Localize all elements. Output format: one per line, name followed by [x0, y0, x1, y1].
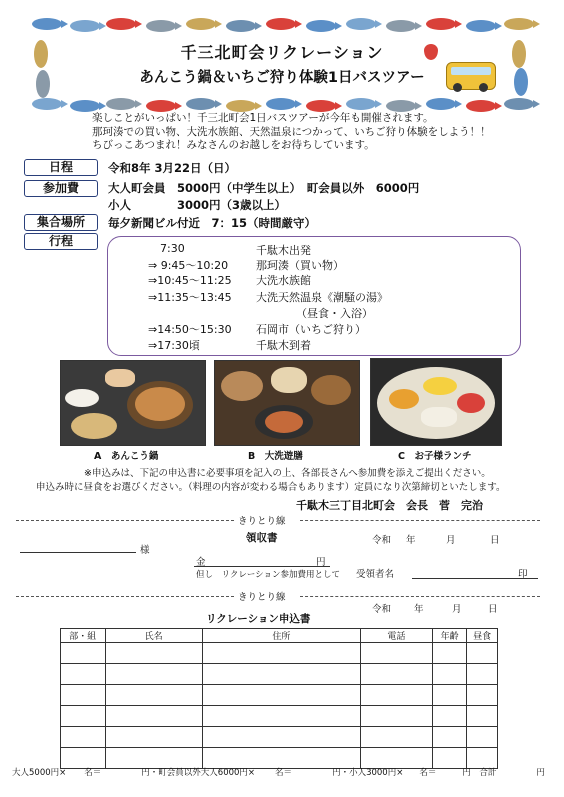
table-cell[interactable] [105, 664, 202, 685]
itinerary-time: ⇒17:30頃 [148, 339, 200, 352]
page-subtitle: あんこう鍋＆いちご狩り体験1日バスツアー [139, 70, 425, 86]
receipt-month: 月 [446, 535, 456, 546]
table-cell[interactable] [432, 643, 467, 664]
application-year: 年 [414, 604, 424, 615]
date-value: 令和8年 3月22日（日） [108, 161, 237, 175]
itinerary-place: 大洗天然温泉《潮騒の湯》 [256, 291, 388, 304]
photo-anko-nabe [60, 360, 206, 446]
application-day: 日 [488, 604, 498, 615]
col-header-phone: 電話 [361, 629, 433, 643]
fee-label: 参加費 [24, 180, 98, 197]
itinerary-time: ⇒ 9:45～10:20 [148, 259, 229, 272]
cut-line [300, 596, 540, 597]
table-cell[interactable] [202, 664, 360, 685]
table-cell[interactable] [361, 706, 433, 727]
table-header-row [61, 629, 498, 643]
intro-text: 楽しことがいっぱい！千三北町会1日バスツアーが今年も開催されます。 那珂湊での買い物、大洗水族館、天然温泉につかって、いちご狩り体験をしよう！！ ちびっこあつまれ！みなさんのお越しをお待ちしています。 [92, 112, 491, 151]
note-line: 申込み時に昼食をお選びください。（料理の内容が変わる場合もあります）定員になり次第締切といたします。 [36, 482, 506, 493]
page-title: 千三北町会リクレーション [180, 43, 384, 62]
col-header-address: 住所 [202, 629, 360, 643]
receipt-era: 令和 [372, 535, 392, 546]
table-cell[interactable] [105, 706, 202, 727]
table-row[interactable] [61, 685, 498, 706]
footer-nonmember: 円・町会員以外大人6000円× [141, 768, 256, 778]
col-header-group: 部・組 [61, 629, 106, 643]
cut-line-label: きりとり線 [238, 592, 286, 603]
application-title: リクレーション申込書 [206, 613, 311, 625]
photo-caption-a: A あんこう鍋 [94, 451, 159, 462]
amount-line[interactable] [194, 566, 330, 567]
itinerary-place: （昼食・入浴） [296, 307, 373, 320]
footer-totals [12, 766, 545, 778]
itinerary-place: 石岡市（いちご狩り） [256, 323, 366, 336]
footer-adult: 大人5000円× [12, 768, 67, 778]
table-cell[interactable] [432, 685, 467, 706]
photo-caption-b: B 大洗遊膳 [248, 451, 303, 462]
itinerary-place: 千駄木出発 [256, 244, 311, 257]
table-cell[interactable] [202, 727, 360, 748]
cut-line [16, 520, 234, 521]
footer-count: 名＝ [275, 768, 293, 778]
table-cell[interactable] [432, 727, 467, 748]
meeting-place-label: 集合場所 [24, 214, 98, 231]
photo-oarai-yuzen [214, 360, 360, 446]
col-header-name: 氏名 [105, 629, 202, 643]
col-header-age: 年齢 [432, 629, 467, 643]
receipt-title: 領収書 [246, 532, 278, 544]
receipt-sama: 様 [140, 545, 150, 556]
receipt-day: 日 [490, 535, 500, 546]
itinerary-time: ⇒11:35～13:45 [148, 291, 232, 304]
table-cell[interactable] [61, 685, 106, 706]
itinerary-time: ⇒14:50～15:30 [148, 323, 232, 336]
col-header-lunch: 昼食 [467, 629, 498, 643]
cut-line [16, 596, 234, 597]
itinerary-place: 那珂湊（買い物） [256, 259, 344, 272]
footer-count: 名＝ [84, 768, 102, 778]
cut-line-label: きりとり線 [238, 516, 286, 527]
table-cell[interactable] [361, 727, 433, 748]
table-cell[interactable] [467, 727, 498, 748]
footer-yen: 円 [536, 768, 545, 778]
photo-caption-c: C お子様ランチ [398, 451, 472, 462]
table-cell[interactable] [467, 664, 498, 685]
table-cell[interactable] [105, 685, 202, 706]
organizer: 千駄木三丁目北町会 会長 菅 完治 [296, 499, 483, 512]
fee-child: 小人 3000円（3歳以上） [108, 198, 287, 212]
meeting-place-value: 毎夕新聞ビル付近 7：15（時間厳守） [108, 216, 317, 230]
application-era: 令和 [372, 604, 392, 615]
photo-kids-lunch [370, 358, 502, 446]
footer-count: 名＝ [419, 768, 437, 778]
fee-adult: 大人町会員 5000円（中学生以上） 町会員以外 6000円 [108, 181, 420, 195]
table-cell[interactable] [61, 664, 106, 685]
table-row[interactable] [61, 664, 498, 685]
table-cell[interactable] [202, 706, 360, 727]
note-line: ※申込みは、下記の申込書に必要事項を記入の上、各部長さんへ参加費を添えご提出ください。 [84, 468, 491, 479]
table-cell[interactable] [432, 664, 467, 685]
footer-total: 円 合計 [462, 768, 497, 778]
receipt-year: 年 [406, 535, 416, 546]
table-row[interactable] [61, 706, 498, 727]
receipt-kin: 金 [196, 557, 206, 568]
table-cell[interactable] [61, 706, 106, 727]
table-cell[interactable] [432, 706, 467, 727]
table-cell[interactable] [61, 727, 106, 748]
cut-line [300, 520, 540, 521]
receipt-purpose: 但し リクレーション参加費用として [196, 570, 340, 580]
receiver-label: 受領者名 [356, 569, 395, 580]
table-cell[interactable] [202, 643, 360, 664]
table-cell[interactable] [105, 727, 202, 748]
table-cell[interactable] [61, 643, 106, 664]
table-cell[interactable] [361, 685, 433, 706]
date-label: 日程 [24, 159, 98, 176]
itinerary-time: 7:30 [160, 242, 185, 255]
table-cell[interactable] [105, 643, 202, 664]
receipt-en: 円 [316, 557, 326, 568]
itinerary-place: 千駄木到着 [256, 339, 311, 352]
seal-mark: 印 [518, 569, 528, 580]
itinerary-place: 大洗水族館 [256, 274, 311, 287]
table-row[interactable] [61, 643, 498, 664]
itinerary-label: 行程 [24, 233, 98, 250]
itinerary-time: ⇒10:45～11:25 [148, 274, 232, 287]
application-month: 月 [452, 604, 462, 615]
table-cell[interactable] [361, 643, 433, 664]
table-cell[interactable] [467, 643, 498, 664]
recipient-name-line[interactable] [20, 552, 136, 553]
table-row[interactable] [61, 727, 498, 748]
table-cell[interactable] [202, 685, 360, 706]
footer-child: 円・小人3000円× [332, 768, 404, 778]
table-cell[interactable] [361, 664, 433, 685]
table-cell[interactable] [467, 685, 498, 706]
application-table [60, 628, 498, 769]
table-cell[interactable] [467, 706, 498, 727]
